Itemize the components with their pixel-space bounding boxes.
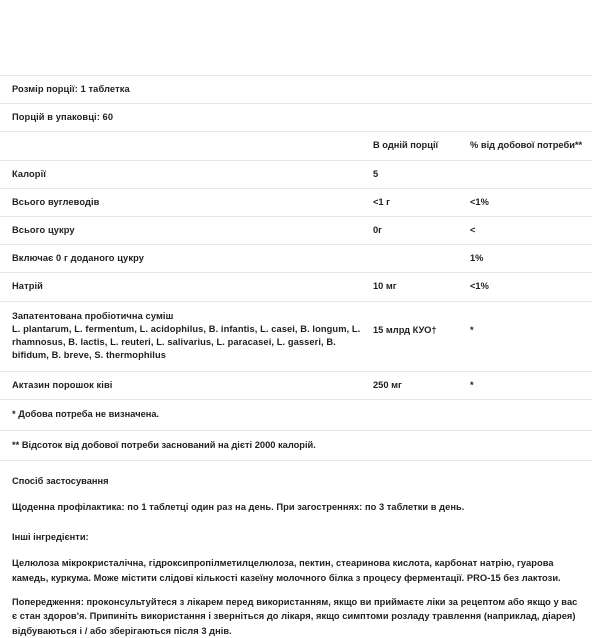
probiotic-blend-row: [0, 302, 592, 372]
spacer: [12, 488, 578, 500]
nutrient-name: Натрій: [12, 281, 43, 292]
serving-size-label: Розмір порції: 1 таблетка: [12, 84, 130, 94]
ingredients-text: Целюлоза мікрокристалічна, гідроксипропілметилцелюлоза, пектин, стеаринова кислота, карбонат натрію, гуарова камедь, куркума. Може містити слідові кількості казеїну молочного білка з процесу ферментації. PRO-15 без лактози.: [12, 558, 561, 583]
column-header-daily-value: % від добової потреби**: [470, 140, 583, 151]
spacer: [0, 585, 592, 595]
serving-size-row: [0, 76, 592, 103]
nutrient-daily-value: <: [470, 224, 476, 235]
warnings-text: Попередження: проконсультуйтеся з лікарем перед використанням, якщо ви приймаєте ліки за рецептом або якщо у вас є стан здоров'я. Припиніть використання і зверніться до лікаря, якщо симптоми розладу травлення (наприклад, діарея) відбуваються і / або зберігаються після 3 днів.: [12, 596, 578, 636]
table-row: [0, 161, 592, 188]
actazin-name: Актазин порошок ківі: [12, 380, 113, 391]
nutrient-name: Калорії: [12, 168, 46, 179]
footnote-double-star: ** Відсоток від добової потреби заснований на дієті 2000 калорій.: [12, 439, 316, 450]
servings-per-container-label: Порцій в упаковці: 60: [12, 112, 114, 123]
spacer: [0, 515, 592, 531]
probiotic-blend-strains: L. plantarum, L. fermentum, L. acidophilus, B. infantis, L. casei, B. longum, L. rhamnosus, B. lactis, L. reuteri, L. salivarius, L. paracasei, L. gasseri, B. bifidum, B. breve, S. thermophilus: [12, 323, 361, 361]
nutrient-amount: <1 г: [373, 196, 391, 207]
actazin-amount: 250 мг: [373, 380, 402, 391]
directions-text: Щоденна профілактика: по 1 таблетці один раз на день. При загостреннях: по 3 таблетки в день.: [12, 502, 465, 513]
footnote-star: * Добова потреба не визначена.: [12, 409, 160, 420]
table-header-row: [0, 132, 592, 159]
table-row: [0, 245, 592, 272]
nutrient-amount: 10 мг: [373, 281, 397, 292]
nutrient-daily-value: 1%: [470, 253, 484, 264]
probiotic-blend-name: [0, 310, 373, 363]
actazin-daily-value: *: [470, 380, 474, 391]
nutrient-amount: 5: [373, 168, 379, 179]
nutrient-name: Всього вуглеводів: [12, 196, 100, 207]
table-row: [0, 217, 592, 244]
spacer: [0, 461, 592, 475]
directions-heading: Спосіб застосування: [12, 475, 109, 486]
nutrient-daily-value: <1%: [470, 281, 489, 292]
nutrient-name: Всього цукру: [12, 224, 75, 235]
nutrient-name: Включає 0 г доданого цукру: [12, 253, 144, 264]
spacer: [12, 544, 578, 556]
servings-per-container-row: [0, 104, 592, 131]
table-row: [0, 189, 592, 216]
ingredients-section: [0, 531, 592, 585]
probiotic-blend-daily-value: *: [470, 324, 474, 335]
ingredients-heading: Інші інгредієнти:: [12, 531, 89, 542]
probiotic-blend-amount: 15 млрд КУО†: [373, 324, 437, 335]
warnings-section: [0, 595, 592, 638]
nutrient-amount: 0г: [373, 224, 383, 235]
actazin-row: [0, 372, 592, 399]
directions-section: [0, 475, 592, 515]
table-row: [0, 273, 592, 300]
probiotic-blend-title: Запатентована пробіотична суміш: [12, 310, 174, 321]
nutrient-daily-value: <1%: [470, 196, 489, 207]
column-header-amount-per-serving: В одній порції: [373, 140, 439, 151]
supplement-facts-panel: [0, 75, 592, 638]
